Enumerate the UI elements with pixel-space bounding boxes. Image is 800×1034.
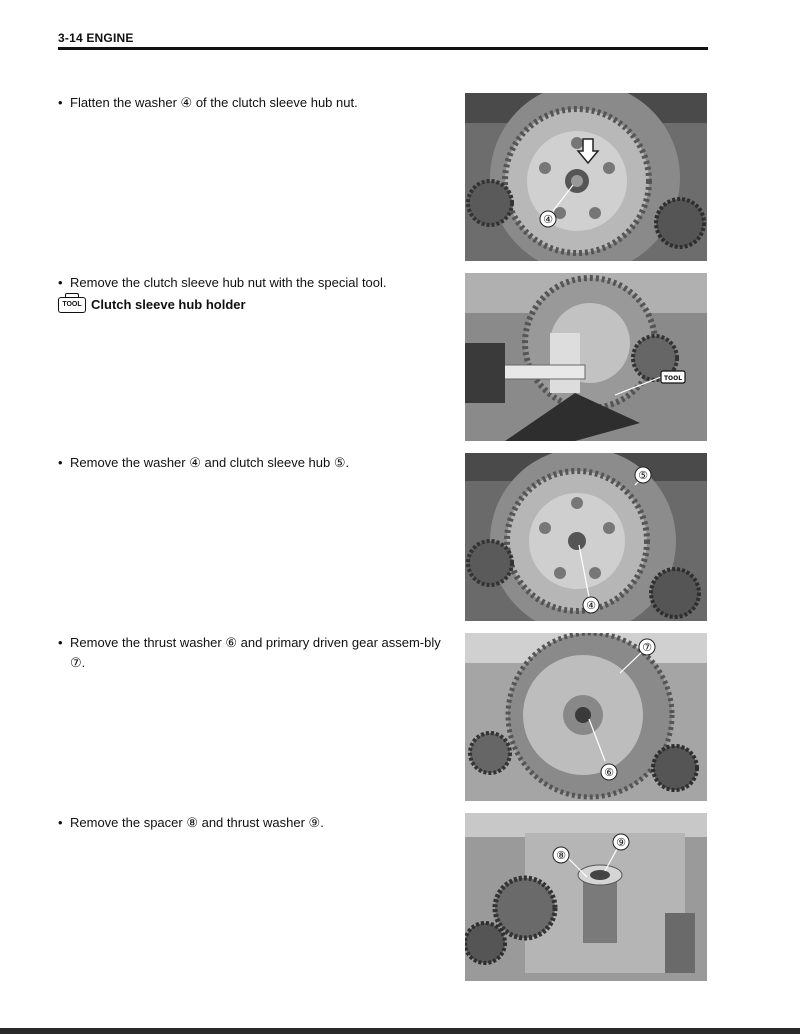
page-header bbox=[58, 31, 708, 47]
page-header-title: 3-14 ENGINE bbox=[58, 31, 134, 45]
step-2-text: • Remove the clutch sleeve hub nut with the special tool. bbox=[58, 273, 458, 293]
photo-driven-gear bbox=[465, 633, 707, 801]
step-4 bbox=[58, 633, 458, 673]
photo-3-callout-b: ④ bbox=[586, 599, 596, 612]
step-5 bbox=[58, 813, 458, 833]
bottom-rule bbox=[0, 1028, 800, 1034]
step-1 bbox=[58, 93, 458, 113]
special-tool-line bbox=[58, 295, 458, 315]
photo-sleeve-hub bbox=[465, 453, 707, 621]
photo-hub-holder bbox=[465, 273, 707, 441]
photo-4-callout-b: ⑥ bbox=[604, 766, 614, 779]
step-4-text: • Remove the thrust washer ⑥ and primary driven gear assem-bly ⑦. bbox=[58, 633, 458, 673]
photo-5-callout-b: ⑧ bbox=[556, 849, 566, 862]
photo-4-callout-a: ⑦ bbox=[642, 641, 652, 654]
photo-3-callout-a: ⑤ bbox=[638, 469, 648, 482]
step-3 bbox=[58, 453, 458, 473]
special-tool-name: Clutch sleeve hub holder bbox=[91, 297, 246, 312]
step-1-text: • Flatten the washer ④ of the clutch sleeve hub nut. bbox=[58, 93, 458, 113]
header-rule bbox=[58, 47, 708, 50]
step-5-text: • Remove the spacer ⑧ and thrust washer ⑨. bbox=[58, 813, 458, 833]
photo-spacer bbox=[465, 813, 707, 981]
tool-icon bbox=[58, 297, 86, 313]
photo-flatten-washer bbox=[465, 93, 707, 261]
tool-icon-label: TOOL bbox=[62, 301, 82, 308]
photo-5-callout-a: ⑨ bbox=[616, 836, 626, 849]
step-3-text: • Remove the washer ④ and clutch sleeve hub ⑤. bbox=[58, 453, 458, 473]
photo-2-callout: TOOL bbox=[663, 375, 683, 382]
step-2 bbox=[58, 273, 458, 315]
photo-1-callout: ④ bbox=[543, 213, 553, 226]
